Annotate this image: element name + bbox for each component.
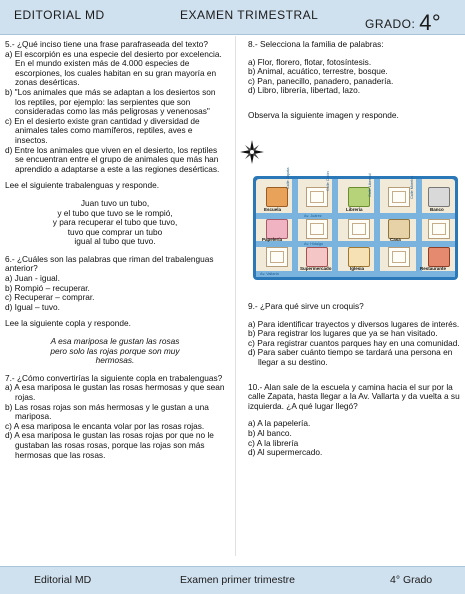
trabalenguas-line: y el tubo que tuvo se le rompió, bbox=[57, 207, 173, 218]
street-zapata bbox=[292, 179, 298, 277]
question-7-prompt: 7.- ¿Cómo convertirías la siguiente copla en trabalenguas? bbox=[5, 372, 223, 383]
question-5-option-c[interactable]: c) En el desierto existe gran cantidad y diversidad de animales tales como mamíferos, reptiles, aves e insectos. bbox=[5, 115, 200, 145]
question-6-option-d[interactable]: d) Igual – tuvo. bbox=[5, 301, 60, 312]
map-area bbox=[256, 167, 455, 277]
question-5-option-b[interactable]: b) "Los animales que más se adaptan a los desiertos son los reptiles, por ejemplo: las serpientes que son consideradas como las más peligrosas y venenosas" bbox=[5, 86, 216, 117]
question-10-option-d[interactable]: d) Al supermercado. bbox=[248, 447, 323, 458]
copla-text bbox=[5, 337, 225, 366]
question-8-option-a[interactable]: a) Flor, florero, flotar, fotosíntesis. bbox=[248, 56, 372, 67]
question-6-option-c[interactable]: c) Recuperar – comprar. bbox=[5, 292, 95, 303]
map-block bbox=[388, 187, 410, 207]
grade-label: GRADO: 4° bbox=[365, 10, 442, 35]
label-iglesia: Iglesia bbox=[350, 266, 365, 271]
question-8-option-c[interactable]: c) Pan, panecillo, panadero, panadería. bbox=[248, 75, 394, 86]
question-7-option-b[interactable]: b) Las rosas rojas son más hermosas y le gustan a una mariposa. bbox=[5, 401, 209, 422]
left-column bbox=[5, 40, 225, 467]
label-calle-zapata: Calle Zapata bbox=[286, 167, 290, 189]
question-5 bbox=[5, 40, 225, 174]
street-colon bbox=[332, 179, 338, 277]
trabalenguas-line: y para recuperar el tubo que tuvo, bbox=[52, 217, 178, 228]
question-6-option-a[interactable]: a) Juan - igual. bbox=[5, 273, 60, 284]
footer-grade: 4° Grado bbox=[390, 574, 433, 586]
right-column-lower bbox=[248, 302, 460, 465]
copla-line: A esa mariposa le gustan las rosas bbox=[50, 336, 180, 347]
question-9-option-b[interactable]: b) Para registrar los lugares que ya se han visitado. bbox=[248, 328, 438, 339]
question-6 bbox=[5, 255, 225, 313]
question-9-option-a[interactable]: a) Para identificar trayectos y diversos lugares de interés. bbox=[248, 318, 460, 329]
question-10-prompt: 10.- Alan sale de la escuela y camina hacia el sur por la calle Zapata, hasta llegar a la Av. Vallarta y da vuelta a su izquierda. ¿A qué lugar llegó? bbox=[248, 381, 460, 411]
question-10-option-a[interactable]: a) A la papelería. bbox=[248, 418, 311, 429]
copla-line: hermosas. bbox=[95, 355, 135, 366]
compass-rose-icon bbox=[240, 140, 264, 164]
question-9-option-d[interactable]: d) Para saber cuánto tiempo se tardará una persona en llegar a su destino. bbox=[248, 347, 453, 367]
copla-line: pero solo las rojas porque son muy bbox=[50, 345, 180, 356]
exam-title: EXAMEN TRIMESTRAL bbox=[180, 8, 319, 22]
label-calle-colon: Calle Colón bbox=[326, 171, 330, 191]
stationery-building bbox=[266, 219, 288, 239]
question-9-option-c[interactable]: c) Para registrar cuantos parques hay en una comunidad. bbox=[248, 337, 460, 348]
neighborhood-map bbox=[253, 167, 458, 280]
question-6-prompt: 6.- ¿Cuáles son las palabras que riman del trabalenguas anterior? bbox=[5, 253, 214, 274]
label-casa: Casa bbox=[390, 237, 401, 242]
label-calle-libertad: Calle Libertad bbox=[368, 173, 372, 197]
question-7 bbox=[5, 374, 225, 460]
label-calle-morelos: Calle Morelos bbox=[410, 175, 414, 199]
label-banco: Banco bbox=[430, 207, 444, 212]
label-av-vallarta: Av. Vallarta bbox=[260, 272, 279, 276]
question-5-prompt: 5.- ¿Qué inciso tiene una frase parafraseada del texto? bbox=[5, 39, 208, 49]
label-av-hidalgo: Av. Hidalgo bbox=[304, 242, 324, 246]
house-building bbox=[388, 219, 410, 239]
supermarket-building bbox=[306, 247, 328, 267]
question-10-option-c[interactable]: c) A la librería bbox=[248, 437, 299, 448]
question-5-option-a[interactable]: a) El escorpión es una especie del desierto por excelencia. En el mundo existen más de 4.000 especies de escorpiones, los cuales habitan en su gran mayoría en zonas desérticas. bbox=[5, 48, 222, 88]
question-5-option-d[interactable]: d) Entre los animales que viven en el desierto, los reptiles se encuentran entre el grupo de animales que más han aprendido a adaptarse a este a las regiones desérticas. bbox=[5, 144, 220, 174]
trabalenguas-intro: Lee el siguiente trabalenguas y responde. bbox=[5, 180, 160, 191]
label-papeleria: Papelería bbox=[262, 237, 283, 242]
copla-intro: Lee la siguiente copla y responde. bbox=[5, 318, 131, 329]
question-7-option-c[interactable]: c) A esa mariposa le encanta volar por las rosas rojas. bbox=[5, 420, 205, 431]
footer-exam: Examen primer trimestre bbox=[180, 574, 295, 586]
church-building bbox=[348, 247, 370, 267]
right-column bbox=[248, 40, 460, 121]
question-9 bbox=[248, 302, 460, 368]
footer-publisher: Editorial MD bbox=[34, 574, 92, 586]
page-footer bbox=[0, 566, 465, 594]
label-escuela: Escuela bbox=[264, 207, 282, 212]
label-av-juarez: Av. Juárez bbox=[304, 214, 322, 218]
label-supermercado: Supermercado bbox=[300, 266, 332, 271]
trabalenguas-line: igual al tubo que tuvo. bbox=[74, 236, 156, 247]
question-8-option-b[interactable]: b) Animal, acuático, terrestre, bosque. bbox=[248, 66, 388, 77]
restaurant-building bbox=[428, 247, 450, 267]
question-10 bbox=[248, 383, 460, 458]
street-vallarta bbox=[256, 271, 455, 277]
trabalenguas-line: tuvo que comprar un tubo bbox=[67, 226, 163, 237]
label-restaurante: Restaurante bbox=[420, 266, 447, 271]
map-block bbox=[388, 247, 410, 267]
question-7-option-d[interactable]: d) A esa mariposa le gustan las rosas rojas por que no le gustaban las rosas rosas, porque las rojas son más hermosas que las rosas. bbox=[5, 430, 214, 460]
map-block bbox=[266, 247, 288, 267]
question-8-prompt: 8.- Selecciona la familia de palabras: bbox=[248, 39, 384, 49]
street-morelos bbox=[416, 179, 422, 277]
grade-value: 4° bbox=[419, 10, 442, 35]
page-header bbox=[0, 0, 465, 35]
question-10-option-b[interactable]: b) Al banco. bbox=[248, 427, 292, 438]
column-divider bbox=[235, 36, 236, 556]
map-block bbox=[428, 219, 450, 239]
map-block bbox=[306, 219, 328, 239]
question-7-option-a[interactable]: a) A esa mariposa le gustan las rosas hermosas y que sean rojas. bbox=[5, 382, 225, 402]
bank-building bbox=[428, 187, 450, 207]
question-9-prompt: 9.- ¿Para qué sirve un croquis? bbox=[248, 301, 364, 311]
trabalenguas-text bbox=[5, 199, 225, 247]
question-8 bbox=[248, 40, 460, 96]
publisher-title: EDITORIAL MD bbox=[14, 8, 105, 22]
question-8-option-d[interactable]: d) Libro, librería, libertad, lazo. bbox=[248, 85, 361, 96]
bookstore-building bbox=[348, 187, 370, 207]
map-intro: Observa la siguiente imagen y responde. bbox=[248, 109, 399, 120]
map-block bbox=[348, 219, 370, 239]
label-libreria: Librería bbox=[346, 207, 363, 212]
map-block bbox=[306, 187, 328, 207]
street-libertad bbox=[374, 179, 380, 277]
trabalenguas-line: Juan tuvo un tubo, bbox=[80, 197, 150, 208]
question-6-option-b[interactable]: b) Rompió – recuperar. bbox=[5, 282, 90, 293]
school-building bbox=[266, 187, 288, 207]
